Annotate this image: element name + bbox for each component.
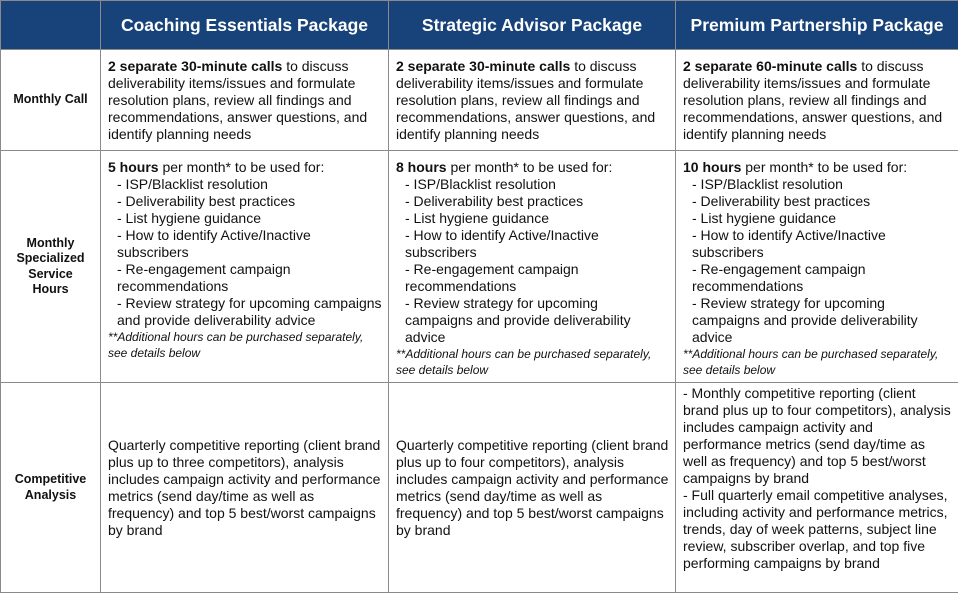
additional-hours-note: **Additional hours can be purchased separately, see details below — [683, 346, 952, 378]
row-monthly-call — [1, 50, 958, 151]
cell-hours-strategic: 8 hours per month* to be used for: - ISP/Blacklist resolution - Deliverability best practices - List hygiene guidance - How to identify Active/Inactive subscribers - Re-engagement campaign recommendations - Review strategy for upcoming campaigns and provide deliverability advice **Additional hours can be purchased separately, see details below — [389, 151, 676, 383]
cell-competitive-premium: - Monthly competitive reporting (client brand plus up to four competitors), analysis includes campaign activity and performance metrics (send day/time as well as frequency) and top 5 best/worst campaigns by brand - Full quarterly email competitive analyses, including activity and performance metrics, trends, day of week patterns, subject line review, subscriber overlap, and top five performing campaigns by brand — [676, 383, 958, 593]
column-header-premium: Premium Partnership Package — [676, 1, 958, 50]
additional-hours-note: **Additional hours can be purchased separately, see details below — [396, 346, 669, 378]
cell-competitive-coaching: Quarterly competitive reporting (client brand plus up to three competitors), analysis includes campaign activity and performance metrics (send day/time as well as frequency) and top 5 best/worst campaigns by brand — [101, 383, 389, 593]
cell-call-premium: 2 separate 60-minute calls to discuss deliverability items/issues and formulate resolution plans, review all findings and recommendations, answer questions, and identify planning needs — [676, 50, 958, 151]
header-corner — [1, 1, 101, 50]
additional-hours-note: **Additional hours can be purchased separately, see details below — [108, 329, 382, 361]
row-competitive-analysis — [1, 383, 958, 593]
cell-competitive-strategic: Quarterly competitive reporting (client brand plus up to four competitors), analysis includes campaign activity and performance metrics (send day/time as well as frequency) and top 5 best/worst campaigns by brand — [389, 383, 676, 593]
cell-call-strategic: 2 separate 30-minute calls to discuss deliverability items/issues and formulate resolution plans, review all findings and recommendations, answer questions, and identify planning needs — [389, 50, 676, 151]
cell-hours-premium: 10 hours per month* to be used for: - ISP/Blacklist resolution - Deliverability best practices - List hygiene guidance - How to identify Active/Inactive subscribers - Re-engagement campaign recommendations - Review strategy for upcoming campaigns and provide deliverability advice **Additional hours can be purchased separately, see details below — [676, 151, 958, 383]
column-header-coaching: Coaching Essentials Package — [101, 1, 389, 50]
row-label-competitive: Competitive Analysis — [1, 383, 101, 593]
row-label-service-hours: Monthly Specialized Service Hours — [1, 151, 101, 383]
cell-hours-coaching: 5 hours per month* to be used for: - ISP/Blacklist resolution - Deliverability best practices - List hygiene guidance - How to identify Active/Inactive subscribers - Re-engagement campaign recommendations - Review strategy for upcoming campaigns and provide deliverability advice **Additional hours can be purchased separately, see details below — [101, 151, 389, 383]
row-service-hours — [1, 151, 958, 383]
column-header-strategic: Strategic Advisor Package — [389, 1, 676, 50]
cell-call-coaching: 2 separate 30-minute calls to discuss deliverability items/issues and formulate resolution plans, review all findings and recommendations, answer questions, and identify planning needs — [101, 50, 389, 151]
row-label-monthly-call: Monthly Call — [1, 50, 101, 151]
header-row — [1, 1, 958, 50]
